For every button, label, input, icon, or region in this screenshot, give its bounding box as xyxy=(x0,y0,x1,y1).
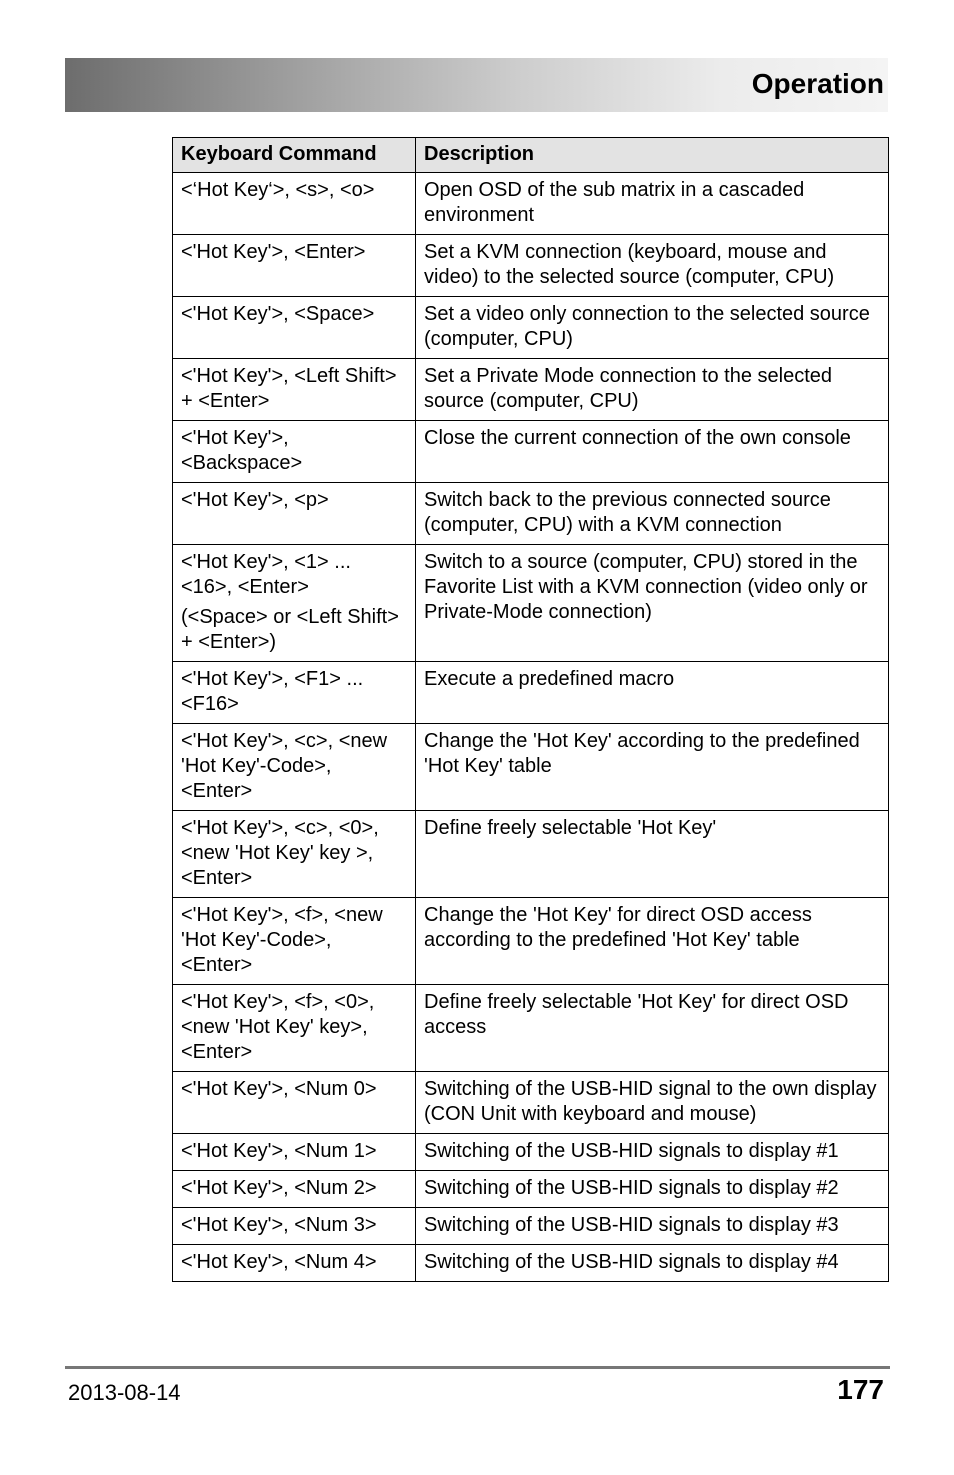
column-header-command: Keyboard Command xyxy=(173,138,416,173)
command-text: (<Space> or <Left Shift> + <Enter>) xyxy=(181,606,399,653)
table-row xyxy=(173,235,889,297)
description-cell: Switching of the USB-HID signals to display #2 xyxy=(416,1171,889,1208)
command-text: <'Hot Key'>, <Num 2> xyxy=(181,1177,377,1199)
description-cell: Change the 'Hot Key' according to the predefined 'Hot Key' table xyxy=(416,724,889,811)
table-row xyxy=(173,483,889,545)
command-text: <'Hot Key'>, <Enter> xyxy=(181,241,366,263)
command-text: <'Hot Key'>, <f>, <new 'Hot Key'-Code>, <Enter> xyxy=(181,904,383,976)
table-row xyxy=(173,1134,889,1171)
command-text: <'Hot Key'>, <F1> ... <F16> xyxy=(181,668,364,715)
command-cell xyxy=(173,421,416,483)
table-row xyxy=(173,985,889,1072)
command-cell xyxy=(173,483,416,545)
table-row xyxy=(173,173,889,235)
table-header-row xyxy=(173,138,889,173)
command-text: <'Hot Key'>, <c>, <0>, <new 'Hot Key' key >, <Enter> xyxy=(181,817,379,889)
column-header-description: Description xyxy=(416,138,889,173)
table-row xyxy=(173,811,889,898)
table-row xyxy=(173,898,889,985)
command-cell xyxy=(173,235,416,297)
table-row xyxy=(173,662,889,724)
description-cell: Switching of the USB-HID signals to display #1 xyxy=(416,1134,889,1171)
command-cell xyxy=(173,985,416,1072)
table-row xyxy=(173,1072,889,1134)
description-cell: Set a Private Mode connection to the selected source (computer, CPU) xyxy=(416,359,889,421)
description-cell: Define freely selectable 'Hot Key' for direct OSD access xyxy=(416,985,889,1072)
section-title: Operation xyxy=(751,68,884,99)
command-cell xyxy=(173,1208,416,1245)
header-bar xyxy=(65,58,888,112)
table-row xyxy=(173,297,889,359)
command-cell xyxy=(173,898,416,985)
command-text: <'Hot Key'>, <Num 0> xyxy=(181,1078,377,1100)
description-cell: Switching of the USB-HID signals to display #4 xyxy=(416,1245,889,1282)
command-text: <'Hot Key'>, <p> xyxy=(181,489,329,511)
command-text: <'Hot Key'>, <Num 1> xyxy=(181,1140,377,1162)
table-row xyxy=(173,1245,889,1282)
description-cell: Switching of the USB-HID signals to display #3 xyxy=(416,1208,889,1245)
command-text: <'Hot Key'>, <Backspace> xyxy=(181,427,303,474)
table-row xyxy=(173,545,889,662)
command-text: <'Hot Key'>, <Left Shift> + <Enter> xyxy=(181,365,397,412)
command-cell xyxy=(173,724,416,811)
command-cell xyxy=(173,811,416,898)
command-text: <‘Hot Key‘>, <s>, <o> xyxy=(181,179,375,201)
command-cell xyxy=(173,662,416,724)
command-text: <'Hot Key'>, <c>, <new 'Hot Key'-Code>, <Enter> xyxy=(181,730,388,802)
table-body xyxy=(173,173,889,1282)
footer-date: 2013-08-14 xyxy=(68,1380,181,1405)
description-cell: Define freely selectable 'Hot Key' xyxy=(416,811,889,898)
description-cell: Set a KVM connection (keyboard, mouse and video) to the selected source (computer, CPU) xyxy=(416,235,889,297)
command-cell xyxy=(173,173,416,235)
description-cell: Change the 'Hot Key' for direct OSD access according to the predefined 'Hot Key' table xyxy=(416,898,889,985)
command-cell xyxy=(173,1171,416,1208)
description-cell: Set a video only connection to the selected source (computer, CPU) xyxy=(416,297,889,359)
command-text: <'Hot Key'>, <f>, <0>, <new 'Hot Key' key>, <Enter> xyxy=(181,991,375,1063)
description-cell: Switch back to the previous connected source (computer, CPU) with a KVM connection xyxy=(416,483,889,545)
command-cell xyxy=(173,1134,416,1171)
command-cell xyxy=(173,1245,416,1282)
description-cell: Close the current connection of the own console xyxy=(416,421,889,483)
table-row xyxy=(173,359,889,421)
command-text: <'Hot Key'>, <Space> xyxy=(181,303,375,325)
command-cell xyxy=(173,297,416,359)
page-number: 177 xyxy=(837,1374,884,1405)
command-cell xyxy=(173,1072,416,1134)
command-text: <'Hot Key'>, <Num 4> xyxy=(181,1251,377,1273)
table-row xyxy=(173,1208,889,1245)
command-cell xyxy=(173,359,416,421)
footer-divider xyxy=(65,1366,890,1369)
command-text: <'Hot Key'>, <1> ... <16>, <Enter> xyxy=(181,551,351,598)
description-cell: Execute a predefined macro xyxy=(416,662,889,724)
command-text: <'Hot Key'>, <Num 3> xyxy=(181,1214,377,1236)
table-row xyxy=(173,724,889,811)
table-row xyxy=(173,1171,889,1208)
description-cell: Switching of the USB-HID signal to the own display (CON Unit with keyboard and mouse) xyxy=(416,1072,889,1134)
table-row xyxy=(173,421,889,483)
description-cell: Open OSD of the sub matrix in a cascaded environment xyxy=(416,173,889,235)
keyboard-command-table xyxy=(172,137,889,1282)
command-cell xyxy=(173,545,416,662)
description-cell: Switch to a source (computer, CPU) stored in the Favorite List with a KVM connection (video only or Private-Mode connection) xyxy=(416,545,889,662)
